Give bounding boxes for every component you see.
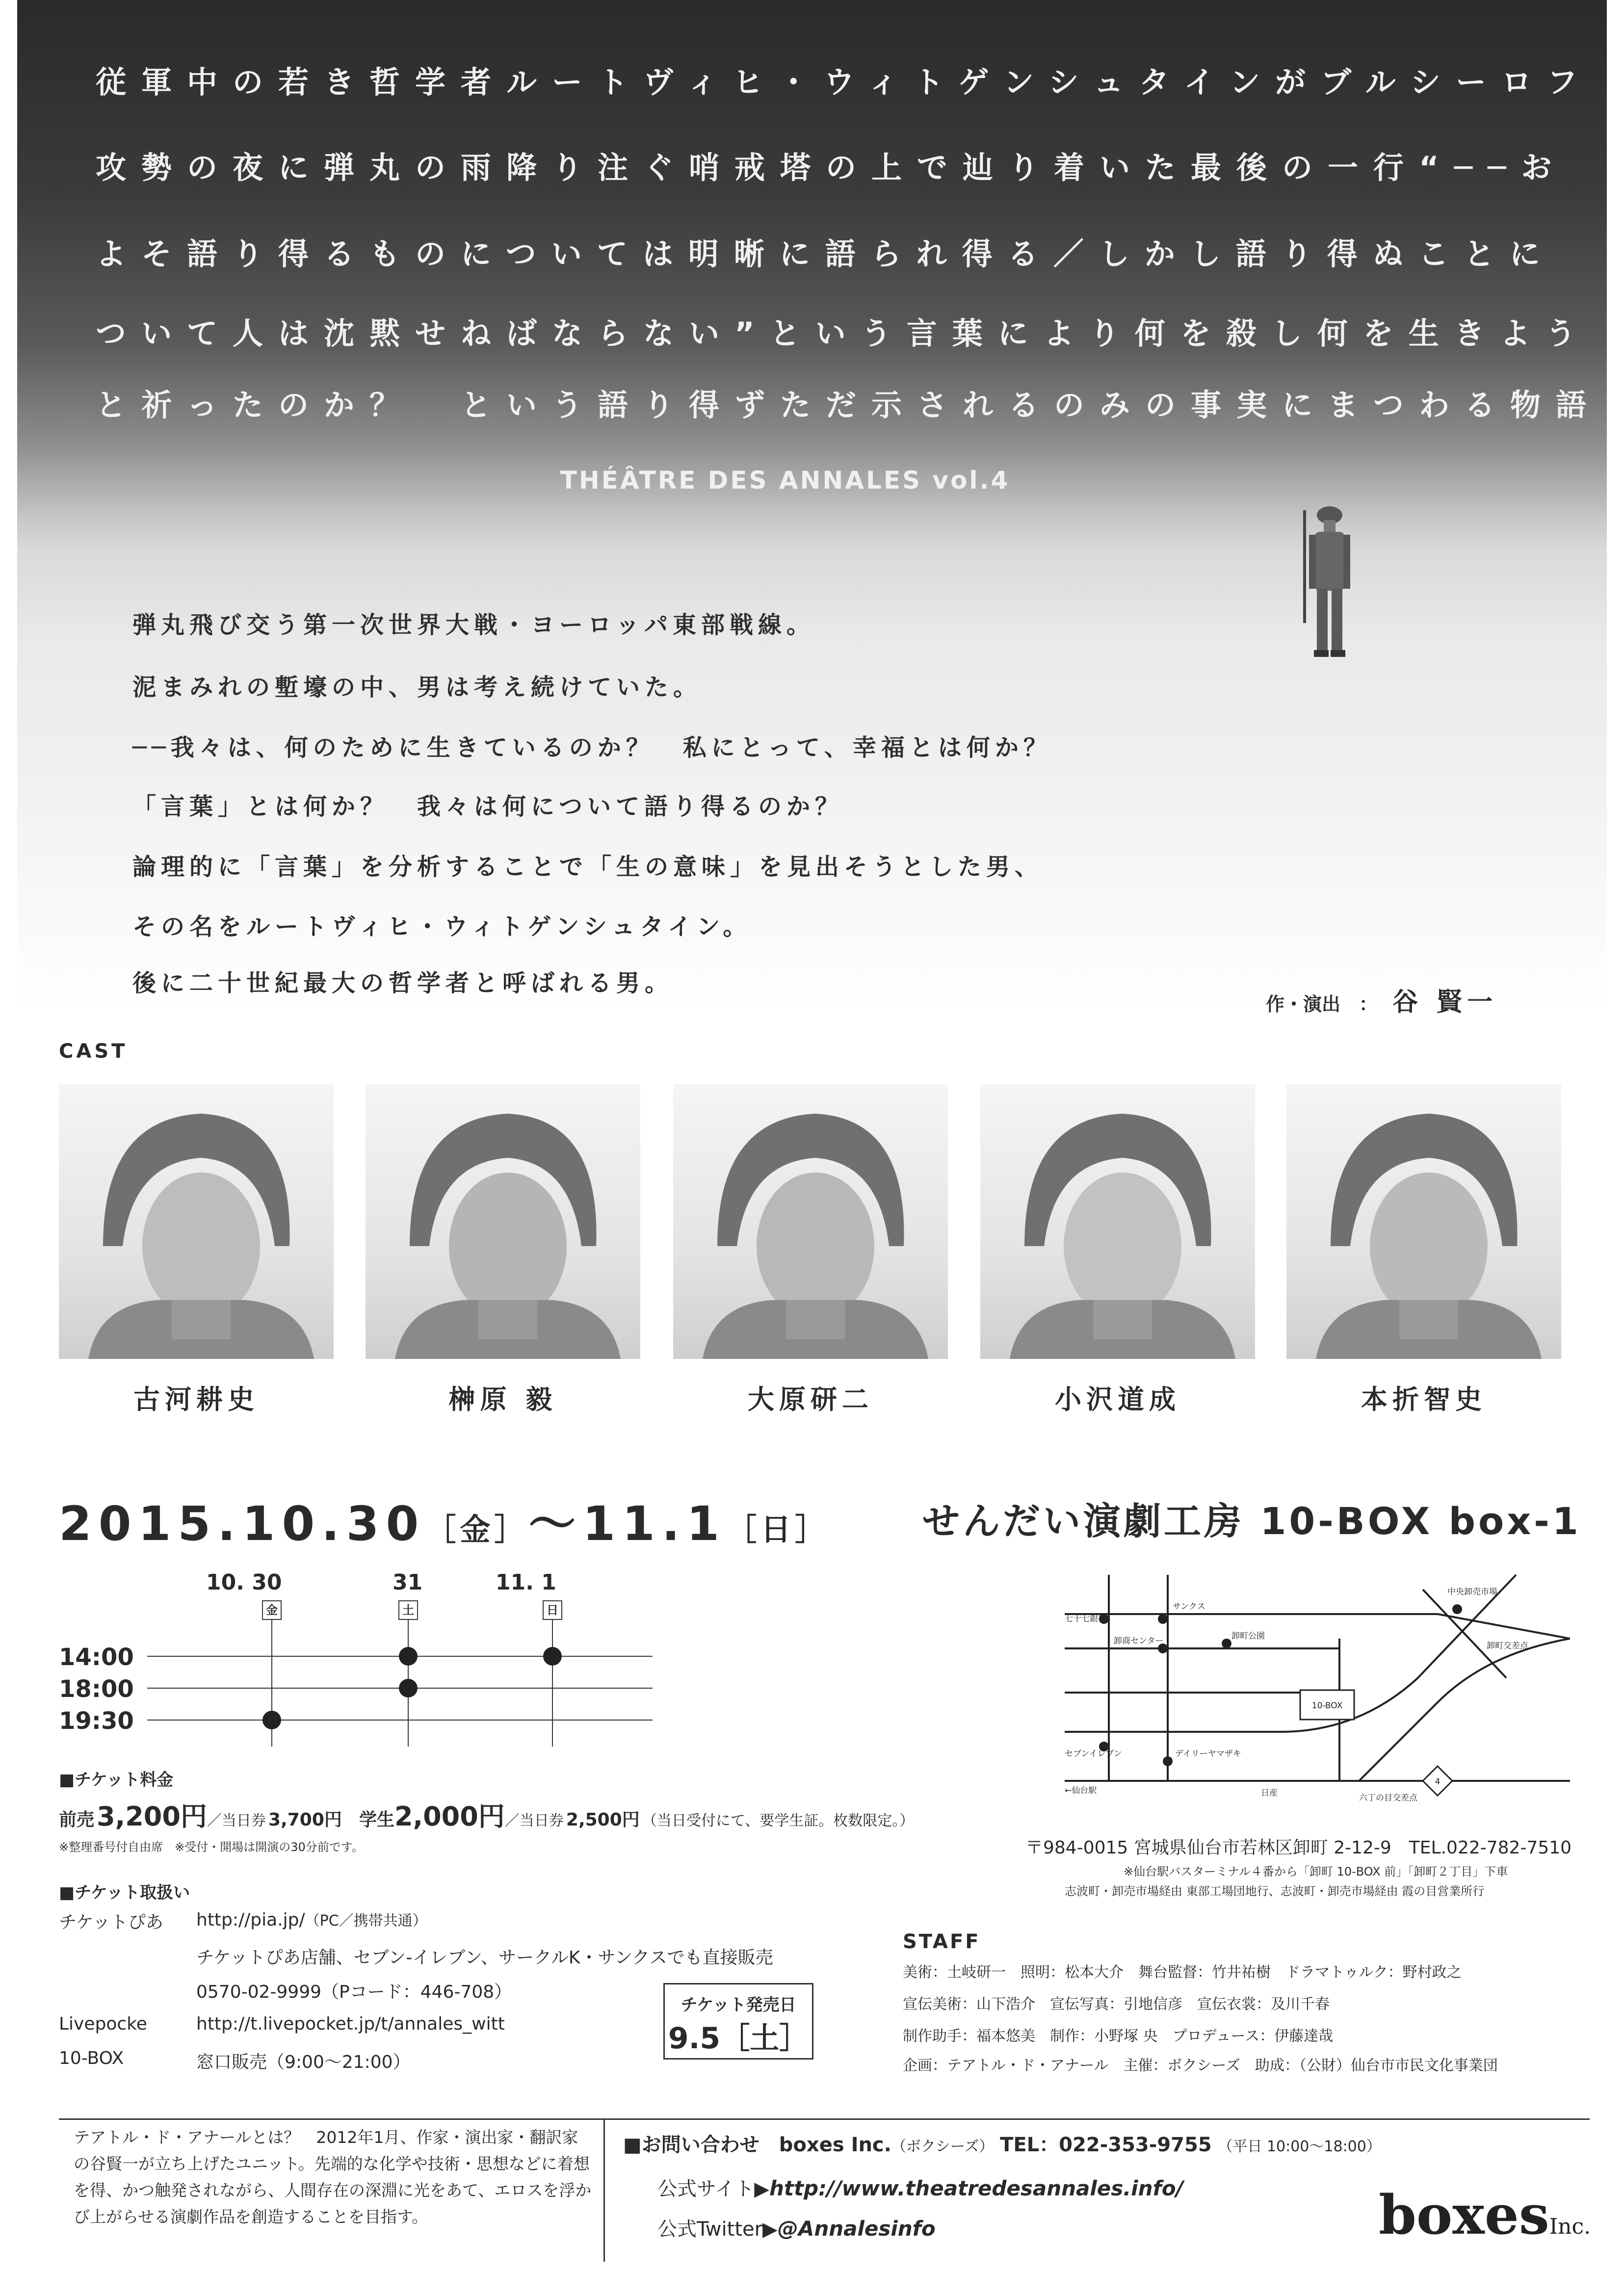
ticket-prices [59,1796,914,1833]
performance-dates [59,1487,829,1554]
official-site [657,2173,1183,2201]
schedule-date: 10. 30 [206,1570,282,1595]
door-price: 3,700円 [268,1810,342,1830]
contact-hours: （平日 10:00〜18:00） [1218,2138,1381,2155]
schedule-date: 31 [393,1570,423,1595]
staff-line: 美術：土岐研一 照明：松本大介 舞台監督：竹井祐樹 ドラマトゥルク：野村政之 [903,1964,1462,1981]
series-title: THÉÂTRE DES ANNALES vol.4 [560,466,1010,495]
map-label-sunkus: サンクス [1173,1602,1205,1612]
map-label-nissan: 日産 [1261,1788,1278,1798]
cast-photo [59,1084,334,1359]
site-url[interactable]: http://www.theatredesannales.info/ [769,2176,1183,2200]
twitter-label: 公式Twitter▶ [657,2218,778,2241]
soldier-figure [1295,500,1364,667]
story-line: 「言葉」とは何か？ 我々は何について語り得るのか？ [132,793,844,820]
staff-heading: STAFF [903,1931,981,1953]
contact-tel: TEL：022-353-9755 [1000,2134,1212,2156]
schedule-time: 19:30 [59,1707,134,1735]
map-label-daily: デイリーヤマザキ [1175,1749,1241,1759]
staff-line: 宣伝美術：山下浩介 宣伝写真：引地信彦 宣伝衣裳：及川千春 [903,1996,1330,2013]
map-label-seven: セブンイレブン [1065,1749,1122,1759]
advance-price: 3,200円 [97,1801,207,1832]
footer-divider [59,2118,1590,2120]
story-line: 弾丸飛び交う第一次世界大戦・ヨーロッパ東部戦線。 [132,611,815,639]
cast-photo [673,1084,948,1359]
staff-line: 企画：テアトル・ド・アナール 主催：ボクシーズ 助成：（公財）仙台市市民文化事業団 [903,2057,1498,2074]
cast-heading: CAST [59,1040,128,1063]
director-credit [1266,981,1497,1018]
cast-name: 小沢道成 [1055,1384,1180,1415]
student-door-label: ／当日券 [504,1812,564,1829]
contact-kana: （ボクシーズ） [891,2138,994,2155]
story-line: 泥まみれの塹壕の中、男は考え続けていた。 [132,674,702,701]
pia-phone: 0570-02-9999 [196,1982,322,2002]
cast-photo [1286,1084,1561,1359]
performance-dot [543,1647,562,1666]
site-label: 公式サイト▶ [657,2178,769,2200]
schedule-time-rule [147,1720,653,1721]
ticket-vendors-heading: ■チケット取扱い [59,1883,190,1903]
boxes-logo [1379,2183,1591,2246]
map-label-market: 中央卸売市場 [1447,1587,1497,1597]
map-label-oroshi-park: 卸町公園 [1231,1631,1265,1641]
schedule-time: 14:00 [59,1644,134,1671]
footer-separator [603,2119,605,2262]
official-twitter [657,2214,936,2242]
performance-dot [262,1711,281,1729]
hero-text-line: 従軍中の若き哲学者ルートヴィヒ・ウィトゲンシュタインがブルシーロフ [96,64,1593,100]
director-name: 谷 賢一 [1392,988,1498,1017]
staff-line: 制作助手：福本悠美 制作：小野塚 央 プロデュース：伊藤達哉 [903,2028,1334,2045]
student-note: （当日受付にて、要学生証。枚数限定。） [642,1812,915,1829]
date-separator: 〜 [528,1496,583,1551]
pia-phone-line [196,1978,512,2003]
cast-name: 本折智史 [1361,1384,1487,1415]
company-about: テアトル・ド・アナールとは？ 2012年1月、作家・演出家・翻訳家の谷賢一が立ち上げたユニット。先端的な化学や技術・思想などに着想を得、かつ触発されながら、人間存在の深淵に光をあて、エロスを浮かび上がらせる演劇作品を創造することを目指す。 [74,2128,592,2226]
contact-info [623,2129,1381,2157]
logo-sub: Inc. [1549,2214,1591,2239]
start-day: ［金］ [425,1512,529,1547]
release-date-box [663,1983,813,2060]
pia-url-line [196,1908,427,1930]
hero-text-line: よそ語り得るものについては明晰に語られ得る／しかし語り得ぬことに [96,236,1555,272]
map-label-bank: 七十七銀行 [1065,1614,1106,1624]
access-map [1065,1570,1570,1825]
schedule-time: 18:00 [59,1675,134,1703]
hero-text-line: と祈ったのか？ という語り得ずただ示されるのみの事実にまつわる物語 [96,387,1602,423]
hero-text-line: ついて人は沈黙せねばならない”という言葉により何を殺し何を生きよう [96,315,1591,351]
story-line: 後に二十世紀最大の哲学者と呼ばれる男。 [132,969,674,997]
box-label: 10-BOX [59,2048,124,2068]
schedule-weekday: 日 [543,1600,562,1620]
twitter-handle[interactable]: @Annalesinfo [777,2217,936,2241]
student-price: 2,000円 [394,1801,505,1832]
route-number: 4 [1435,1777,1441,1787]
ticket-price-heading: ■チケット料金 [59,1770,174,1790]
end-day: ［日］ [726,1512,830,1547]
story-line: ──我々は、何のために生きているのか？ 私にとって、幸福とは何か？ [132,734,1052,761]
start-date: 2015.10.30 [59,1496,426,1551]
door-label: ／当日券 [207,1812,266,1829]
contact-label: ■お問い合わせ boxes Inc. [623,2134,891,2156]
venue-name: せんだい演劇工房 10-BOX box-1 [922,1499,1581,1543]
schedule-date-rule [552,1619,553,1747]
map-label-sendai: ←仙台駅 [1065,1786,1097,1796]
pia-label: チケットぴあ [59,1912,163,1932]
story-line: 論理的に「言葉」を分析することで「生の意味」を見出そうとした男、 [132,853,1044,881]
cast-photo [980,1084,1255,1359]
student-door-price: 2,500円 [566,1810,640,1830]
box-sale: 窓口販売（9:00〜21:00） [196,2052,411,2072]
bus-note: ※仙台駅バスターミナル４番から「卸町 10-BOX 前」「卸町２丁目」下車 [1124,1865,1508,1879]
map-label-rokuchome: 六丁の目交差点 [1359,1793,1417,1803]
pia-code: （Pコード：446-708） [321,1982,512,2002]
student-label: 学生 [359,1810,394,1830]
release-label: チケット発売日 [681,1995,796,2015]
advance-label: 前売 [59,1810,95,1830]
cast-photo [366,1084,640,1359]
livepocket-url[interactable]: http://t.livepocket.jp/t/annales_witt [196,2014,505,2034]
logo-text: boxes [1379,2183,1549,2246]
cast-name: 大原研二 [748,1384,873,1415]
pia-url[interactable]: http://pia.jp/ [196,1910,305,1930]
pia-url-note: （PC／携帯共通） [305,1912,427,1930]
venue-address: 〒984-0015 宮城県仙台市若林区卸町 2-12-9 TEL.022-782-7510 [1025,1838,1572,1858]
schedule-date: 11. 1 [496,1570,556,1595]
schedule-weekday: 土 [398,1600,418,1620]
cast-name: 榊原 毅 [448,1384,557,1415]
schedule-weekday: 金 [262,1600,282,1620]
end-date: 11.1 [582,1496,727,1551]
performance-dot [399,1647,418,1666]
cast-name: 古河耕史 [133,1384,259,1415]
pia-shops: チケットぴあ店舗、セブン-イレブン、サークルK・サンクスでも直接販売 [196,1948,773,1968]
seating-note: ※整理番号付自由席 ※受付・開場は開演の30分前です。 [59,1840,364,1854]
release-date: 9.5［土］ [668,2021,809,2056]
map-label-crossing: 卸町交差点 [1487,1641,1528,1651]
livepocket-label: Livepocke [59,2014,147,2034]
story-line: その名をルートヴィヒ・ウィトゲンシュタイン。 [132,913,752,940]
map-venue-label: 10-BOX [1311,1701,1343,1711]
director-label: 作・演出 ： [1266,993,1378,1015]
map-label-oroshi-center: 卸商センター [1114,1636,1164,1646]
hero-text-line: 攻勢の夜に弾丸の雨降り注ぐ哨戒塔の上で辿り着いた最後の一行“──お [96,150,1567,185]
performance-dot [399,1679,418,1697]
bus-note: 志波町・卸売市場経由 東部工場団地行、志波町・卸売市場経由 霞の目営業所行 [1065,1884,1485,1898]
